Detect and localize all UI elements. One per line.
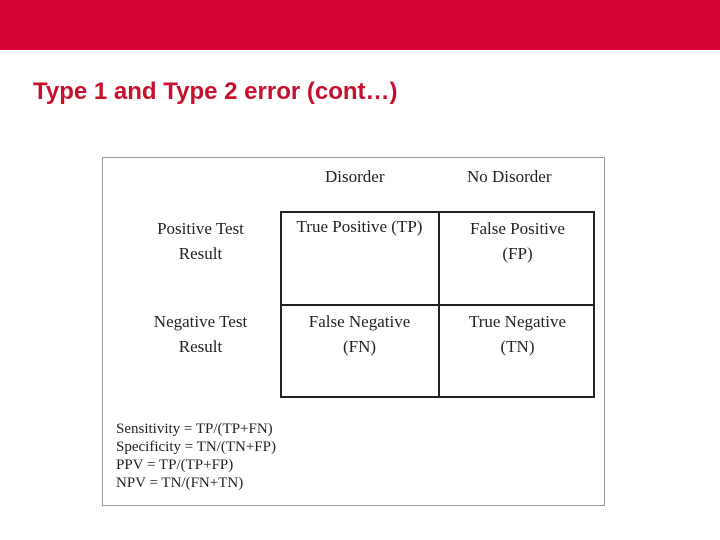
formula-list: [116, 420, 276, 492]
col-header-no-disorder: No Disorder: [467, 167, 552, 186]
slide-title: Type 1 and Type 2 error (cont…): [33, 78, 398, 105]
cell-false-positive: False Positive (FP): [470, 219, 565, 263]
formula-sensitivity: Sensitivity = TP/(TP+FN): [116, 421, 273, 437]
col-header-disorder: Disorder: [325, 167, 385, 186]
cell-false-negative: False Negative (FN): [308, 312, 411, 356]
matrix-grid: [280, 211, 595, 398]
formula-ppv: PPV = TP/(TP+FP): [116, 457, 234, 473]
row-header-negative: Negative Test Result: [153, 312, 248, 356]
grid-divider-horizontal: [282, 304, 593, 306]
row-header-positive: Positive Test Result: [157, 219, 244, 263]
cell-true-positive: True Positive (TP): [296, 217, 423, 236]
cell-true-negative: True Negative (TN): [468, 312, 567, 356]
header-bar: [0, 0, 720, 50]
confusion-matrix-figure: [102, 157, 605, 506]
formula-npv: NPV = TN/(FN+TN): [116, 475, 244, 491]
formula-specificity: Specificity = TN/(TN+FP): [116, 439, 276, 455]
